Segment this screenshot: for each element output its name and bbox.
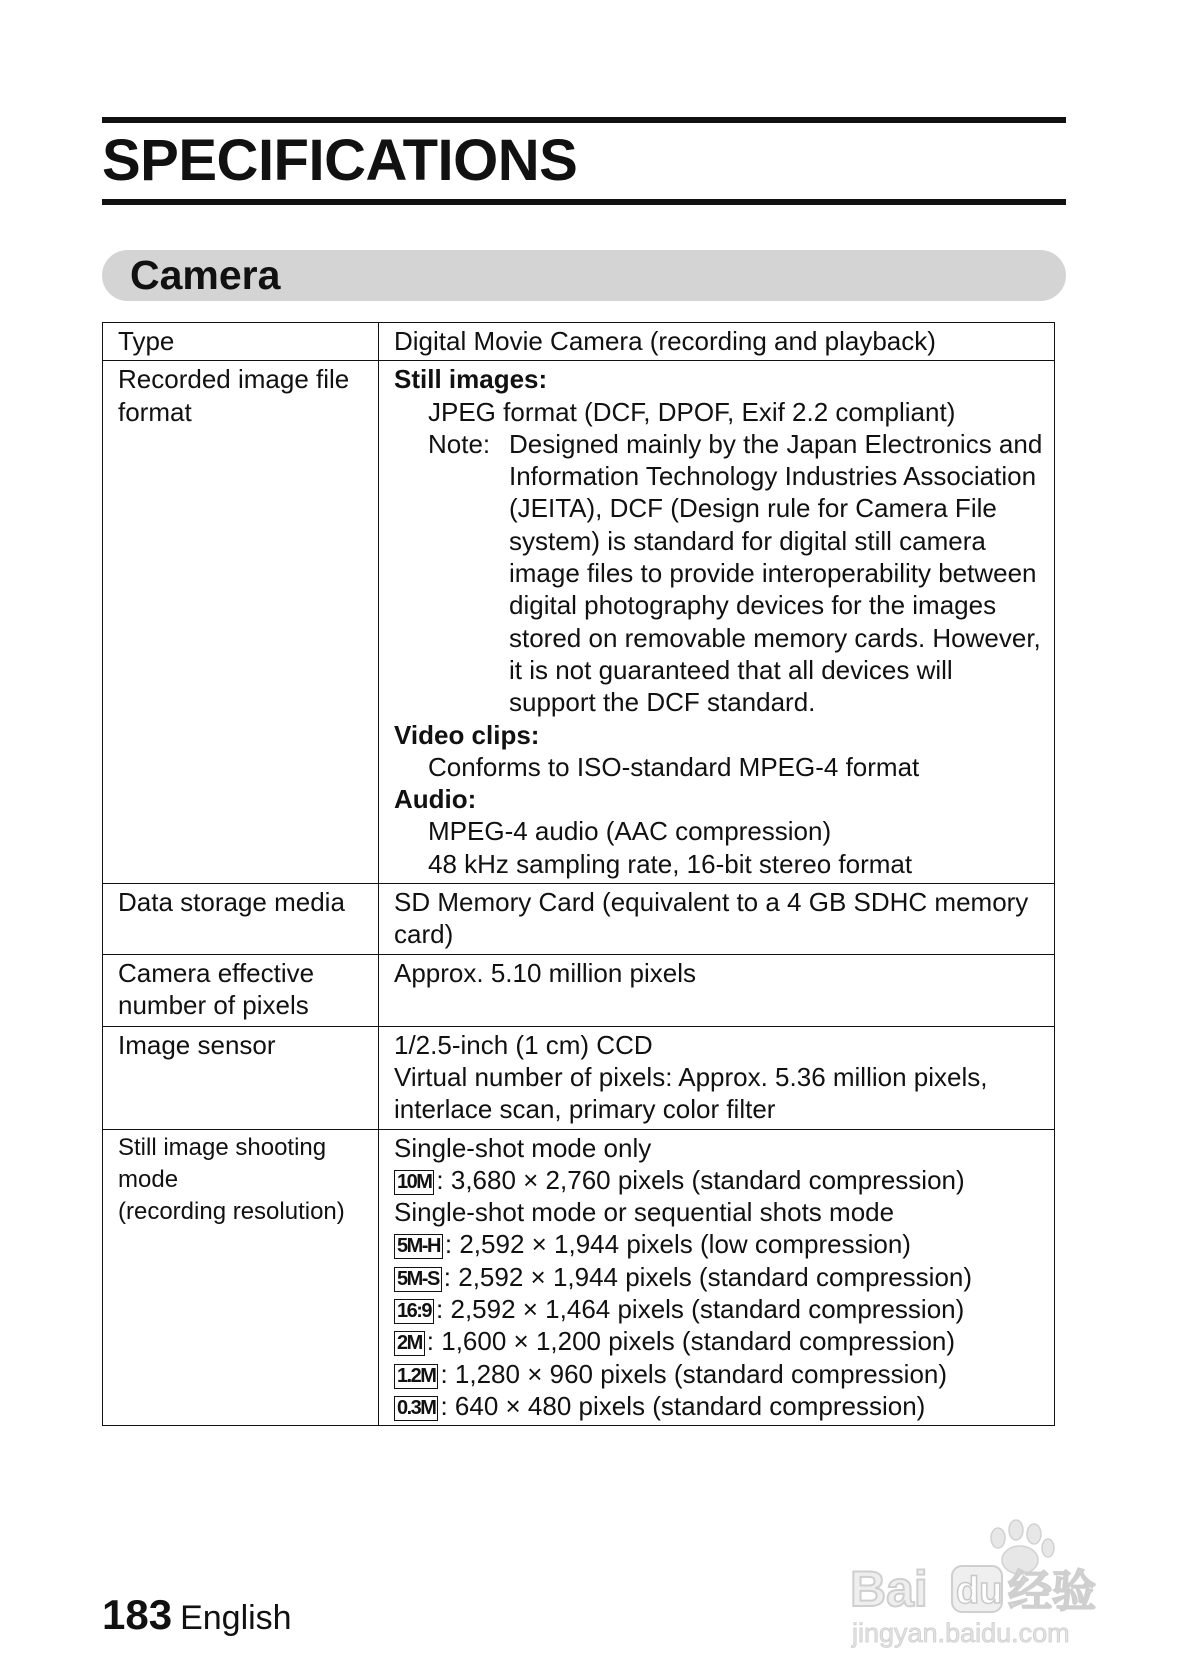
page-language: English	[180, 1599, 292, 1637]
still-images-heading: Still images:	[394, 364, 548, 395]
spec-label: Data storage media	[103, 884, 379, 955]
resolution-line	[394, 1228, 1046, 1260]
title-rule-top	[102, 117, 1066, 123]
resolution-2m-icon: 2M	[394, 1331, 425, 1356]
dcf-note	[394, 428, 1046, 719]
resolution-line	[394, 1358, 1046, 1390]
spec-label: Type	[103, 323, 379, 361]
resolution-text: : 2,592 × 1,944 pixels (standard compression)	[443, 1261, 973, 1292]
resolution-line	[394, 1390, 1046, 1422]
shooting-label-line: (recording resolution)	[118, 1198, 345, 1226]
specifications-table	[102, 322, 1055, 1426]
watermark-cn: 经验	[1008, 1566, 1096, 1617]
table-row	[103, 361, 1055, 884]
video-clips-format: Conforms to ISO-standard MPEG-4 format	[428, 751, 920, 782]
table-row	[103, 954, 1055, 1026]
sequential-shot-mode: Single-shot mode or sequential shots mode	[394, 1197, 895, 1228]
spec-value: Approx. 5.10 million pixels	[379, 954, 1055, 1026]
audio-sampling: 48 kHz sampling rate, 16-bit stereo format	[428, 848, 913, 879]
table-row	[103, 1026, 1055, 1129]
watermark-brand: Bai	[850, 1561, 928, 1617]
resolution-line	[394, 1293, 1046, 1325]
resolution-5m-h-icon: 5M-H	[394, 1234, 443, 1259]
section-header	[102, 250, 1066, 301]
sensor-pixels: Virtual number of pixels: Approx. 5.36 million pixels, interlace scan, primary color filter	[394, 1061, 988, 1125]
resolution-text: : 2,592 × 1,944 pixels (low compression)	[444, 1229, 911, 1260]
audio-heading: Audio:	[394, 784, 477, 815]
resolution-5m-s-icon: 5M-S	[394, 1267, 442, 1292]
spec-label: Camera effective number of pixels	[103, 954, 379, 1026]
spec-value	[379, 361, 1055, 884]
shooting-label-line: Still image shooting	[118, 1133, 327, 1161]
watermark-du: du	[956, 1570, 1003, 1612]
resolution-0-3m-icon: 0.3M	[394, 1396, 438, 1421]
note-text: Designed mainly by the Japan Electronics and Information Technology Industries Association (JEITA), DCF (Design rule for Camera File system) is standard for digital still camera image files to provide interoperability between digital photography devices for the images stored on removable memory cards. However, it is not guaranteed that all devices will support the DCF standard.	[509, 428, 1043, 718]
resolution-1-2m-icon: 1.2M	[394, 1364, 438, 1389]
resolution-16-9-icon: 16:9	[394, 1299, 434, 1324]
note-label: Note:	[428, 428, 491, 459]
spec-label: Image sensor	[103, 1026, 379, 1129]
video-clips-heading: Video clips:	[394, 719, 540, 750]
table-row	[103, 884, 1055, 955]
resolution-text: : 1,280 × 960 pixels (standard compression)	[440, 1358, 948, 1389]
watermark-url: jingyan.baidu.com	[852, 1618, 1070, 1648]
page-footer	[102, 1592, 292, 1648]
spec-label: Recorded image file format	[103, 361, 379, 884]
spec-label	[103, 1129, 379, 1426]
page-number: 183	[102, 1591, 173, 1638]
spec-value	[379, 1129, 1055, 1426]
spec-value	[379, 1026, 1055, 1129]
page-title: SPECIFICATIONS	[102, 128, 578, 193]
section-title: Camera	[130, 252, 281, 298]
single-shot-mode: Single-shot mode only	[394, 1132, 652, 1163]
resolution-line	[394, 1325, 1046, 1357]
resolution-text: : 640 × 480 pixels (standard compression)	[440, 1390, 926, 1421]
resolution-10m-icon: 10M	[394, 1170, 434, 1195]
audio-format: MPEG-4 audio (AAC compression)	[428, 816, 832, 847]
resolution-text: : 3,680 × 2,760 pixels (standard compression)	[436, 1164, 965, 1195]
still-images-format: JPEG format (DCF, DPOF, Exif 2.2 compliant)	[428, 396, 956, 427]
shooting-label-line: mode	[118, 1165, 179, 1193]
title-rule-bottom	[102, 199, 1066, 205]
resolution-text: : 2,592 × 1,464 pixels (standard compression)	[436, 1294, 965, 1325]
spec-value: Digital Movie Camera (recording and playback)	[379, 323, 1055, 361]
resolution-line	[394, 1164, 1046, 1196]
table-row	[103, 1129, 1055, 1426]
spec-value: SD Memory Card (equivalent to a 4 GB SDHC memory card)	[379, 884, 1055, 955]
resolution-text: : 1,600 × 1,200 pixels (standard compression)	[426, 1326, 956, 1357]
baidu-jingyan-watermark	[850, 1510, 1128, 1650]
sensor-size: 1/2.5-inch (1 cm) CCD	[394, 1029, 653, 1060]
table-row	[103, 323, 1055, 361]
resolution-line	[394, 1261, 1046, 1293]
